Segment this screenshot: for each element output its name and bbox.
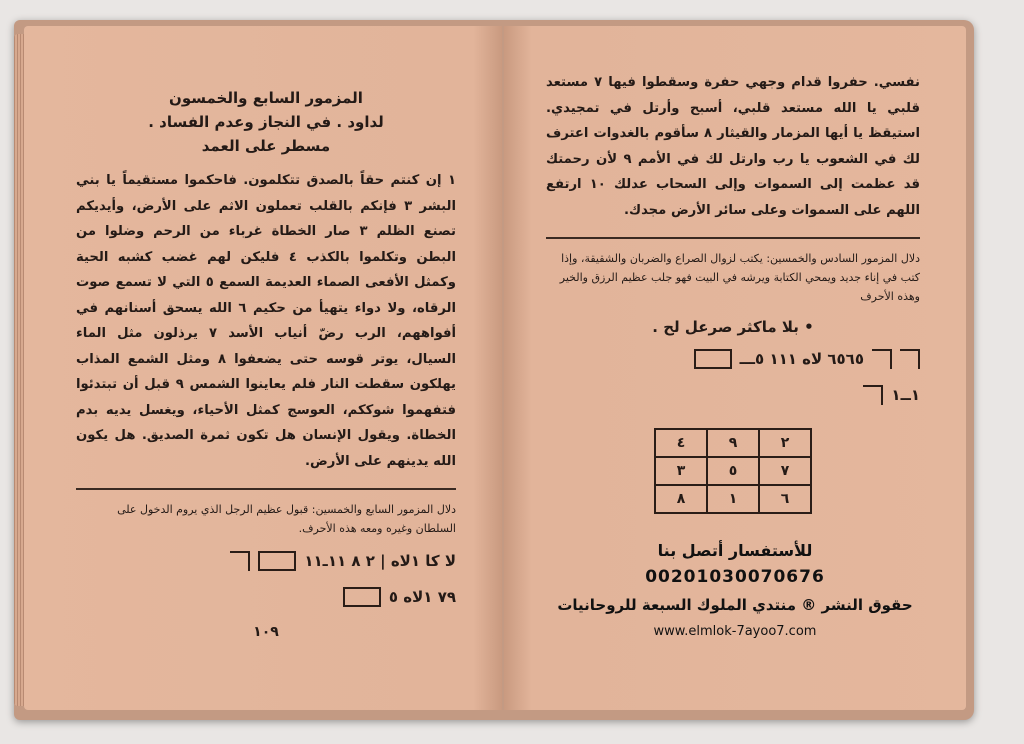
psalm-title xyxy=(76,86,456,158)
page-number: ١٠٩ xyxy=(253,624,279,640)
magic-square-cell: ١ xyxy=(707,485,759,513)
symbol-row xyxy=(76,584,456,610)
symbols-text: ٦٥٦٥ لاه ١١١ ٥ـــ xyxy=(739,350,864,368)
magic-square-cell: ٤ xyxy=(655,429,707,457)
symbol-box xyxy=(694,349,732,369)
title-line: المزمور السابع والخمسون xyxy=(169,89,363,107)
magic-square-cell: ٧ xyxy=(759,457,811,485)
psalm-body: نفسي. حفروا قدام وجهي حفرة وسقطوا فيها ٧ مستعد قلبي يا الله مستعد قلبي، أسبح وأرتل في تمجيدي. استيقظ يا أيها المزمار والقيثار ٨ سأقوم بالغدوات اعترف لك في الشعوب يا رب وارتل لك في الأمم ٩ لأن رحمتك قد عظمت إلى السموات وإلى السحاب عدلك ١٠ ارتفع اللهم على السموات وعلى سائر الأرض مجدك. xyxy=(546,75,920,218)
magic-square xyxy=(654,428,812,514)
title-line: مسطر على العمد xyxy=(201,137,331,155)
symbols-text: ٧٩ ١لاه ٥ xyxy=(388,588,456,606)
symbol-row xyxy=(546,382,920,408)
symbol-row xyxy=(546,346,920,372)
psalm-note: دلال المزمور السابع والخمسين: قبول عظيم الرجل الذي يروم الدخول على السلطان وغيره ومعه هذه الأحرف. xyxy=(117,503,456,535)
magic-square-cell: ٩ xyxy=(707,429,759,457)
magic-square-row xyxy=(655,485,811,513)
open-book xyxy=(14,20,974,720)
symbol-row xyxy=(76,548,456,574)
symbol-bracket xyxy=(900,349,920,369)
symbol-bracket xyxy=(863,385,883,405)
symbol-box xyxy=(343,587,381,607)
divider xyxy=(546,237,920,239)
right-page xyxy=(504,26,966,710)
magic-square-cell: ٨ xyxy=(655,485,707,513)
letters-line: • بلا ماكثر صرعل لح . xyxy=(652,318,814,336)
website-url: www.elmlok-7ayoo7.com xyxy=(653,624,817,639)
psalm-note: دلال المزمور السادس والخمسين: يكتب لزوال الصراع والضربان والشقيقة، وإذا كتب في إناء جديد ويمحي الكتابة ويرشه في البيت فهو جلب عظيم الرزق والخير وهذه الأحرف xyxy=(559,252,920,303)
title-line: لداود . في النجاز وعدم الفساد . xyxy=(148,113,384,131)
magic-square-row xyxy=(655,429,811,457)
magic-square-cell: ٥ xyxy=(707,457,759,485)
symbol-bracket xyxy=(230,551,250,571)
symbol-bracket xyxy=(872,349,892,369)
magic-square-wrapper xyxy=(546,428,920,514)
symbols-text: ١ــ١ xyxy=(891,386,920,404)
psalm-body: ١ إن كنتم حقاً بالصدق تتكلمون. فاحكموا مستقيماً يا بني البشر ٣ فإنكم بالقلب تعملون الاثم على الأرض، وأيديكم تصنع الظلم ٣ صار الخطاة غرباء من الرحم وضلوا من البطن وتكلموا بالكذب ٤ فليكن لهم غضب كشبه الحية وكمثل الأفعى الصماء العديمة السمع ٥ التي لا تسمع صوت الرقاه، ولا دواء يتهيأ من حكيم ٦ الله يسحق أسنانهم في أفواههم، الرب رضّ أنياب الأسد ٧ يرذلون مثل الماء السيال، يوتر قوسه حتى يضعفوا ٨ ومثل الشمع المذاب يهلكون سقطت النار فلم يعاينوا الشمس ٩ قبل أن تبتدئوا فتفهموا شوككم، العوسج كمثل الأحياء، ويغسل يديه بدم الخطاة. ويقول الإنسان هل تكون ثمرة الصديق. هل يكون الله يدينهم على الأرض. xyxy=(76,173,457,469)
magic-square-cell: ٣ xyxy=(655,457,707,485)
symbol-box xyxy=(258,551,296,571)
divider xyxy=(76,488,456,490)
magic-square-cell: ٢ xyxy=(759,429,811,457)
magic-square-cell: ٦ xyxy=(759,485,811,513)
left-page xyxy=(24,26,502,710)
magic-square-row xyxy=(655,457,811,485)
contact-phone: 00201030070676 xyxy=(645,567,825,587)
symbols-text: لا كا ١لاه | ٢ ٨ ١١ـ١١ xyxy=(304,552,456,570)
copyright-line: حقوق النشر ® منتدي الملوك السبعة للروحانيات xyxy=(557,596,913,614)
contact-label: للأستفسار أتصل بنا xyxy=(657,541,813,560)
